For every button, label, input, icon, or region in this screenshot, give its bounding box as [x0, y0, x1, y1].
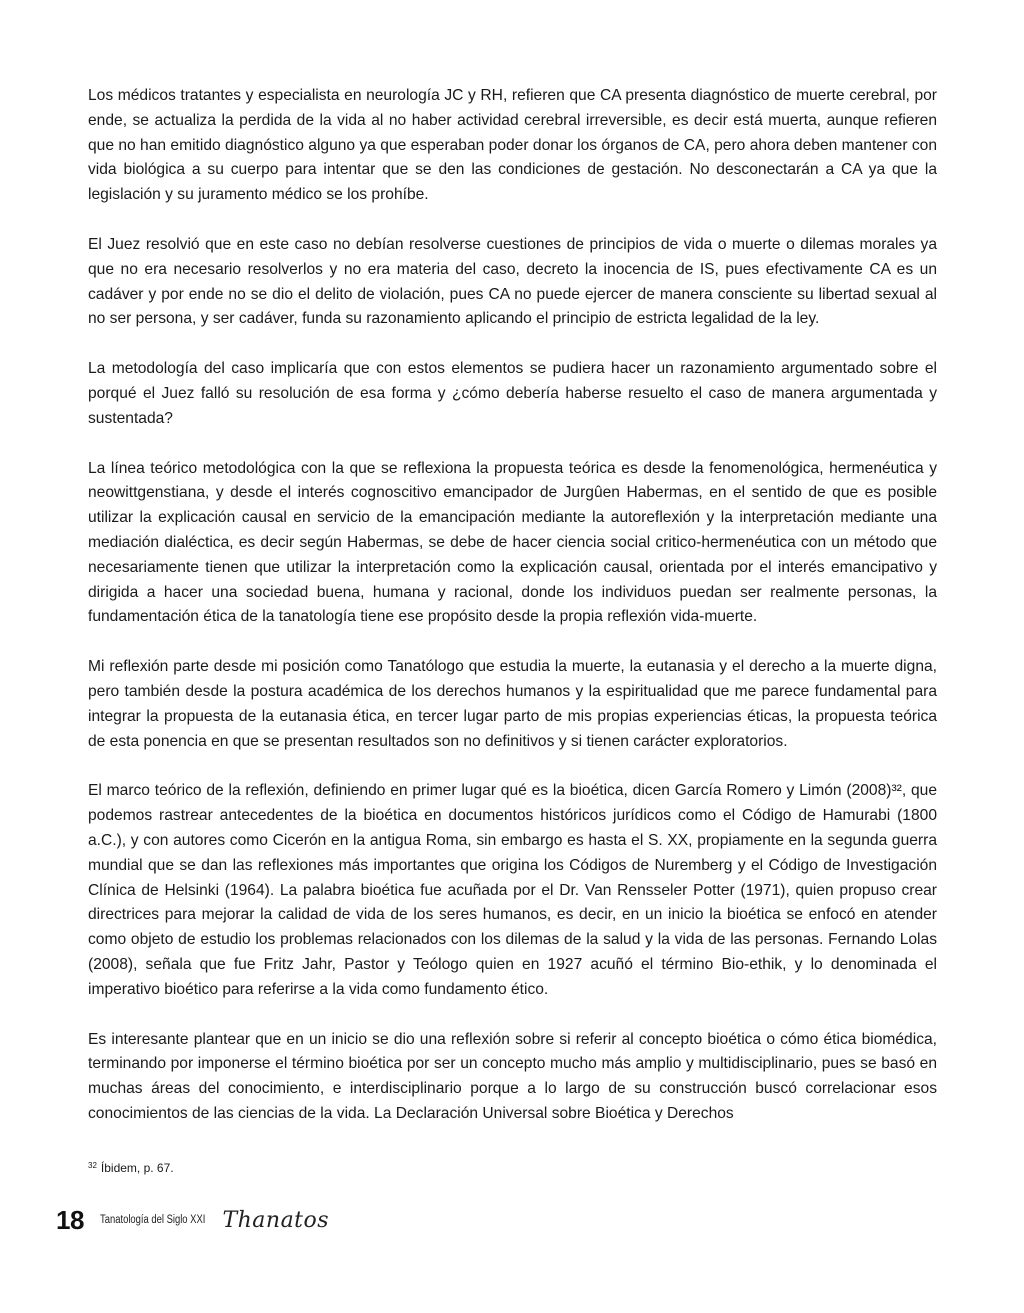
journal-name: Tanatología del Siglo XXI — [99, 1214, 206, 1226]
journal-logo: Thanatos — [222, 1207, 330, 1233]
body-text — [88, 84, 937, 1152]
footnote — [88, 1158, 174, 1176]
footnote-text: Íbidem, p. 67. — [100, 1161, 174, 1175]
footnote-marker: 32 — [88, 1161, 97, 1170]
paragraph: La metodología del caso implicaría que con estos elementos se pudiera hacer un razonamiento argumentado sobre el porqué el Juez falló su resolución de esa forma y ¿cómo debería haberse resuelto el caso de manera argumentada y sustentada? — [88, 360, 937, 427]
page-number: 18 — [56, 1204, 84, 1235]
page-footer — [56, 1200, 329, 1240]
paragraph: Los médicos tratantes y especialista en neurología JC y RH, refieren que CA presenta diagnóstico de muerte cerebral, por ende, se actualiza la perdida de la vida al no haber actividad cerebral irreversible, es decir está muerta, aunque refieren que no han emitido diagnóstico alguno ya que esperaban poder donar los órganos de CA, pero ahora deben mantener con vida biológica a su cuerpo para intentar que se den las condiciones de gestación. No desconectarán a CA ya que la legislación y su juramento médico se los prohíbe. — [88, 87, 937, 204]
paragraph: El Juez resolvió que en este caso no debían resolverse cuestiones de principios de vida o muerte o dilemas morales ya que no era necesario resolverlos y no era materia del caso, decreto la inocencia de IS, pues efectivamente CA es un cadáver y por ende no se dio el delito de violación, pues CA no puede ejercer de manera consciente su libertad sexual al no ser persona, y ser cadáver, funda su razonamiento aplicando el principio de estricta legalidad de la ley. — [88, 235, 937, 328]
paragraph: Es interesante plantear que en un inicio se dio una reflexión sobre si referir al concepto bioética o cómo ética biomédica, terminando por imponerse el término bioética por ser un concepto mucho más amplio y multidisciplinario, pues se basó en muchas áreas del conocimiento, e interdisciplinario porque a lo largo de su construcción buscó correlacionar esos conocimientos de las ciencias de la vida. La Declaración Universal sobre Bioética y Derechos — [88, 1030, 937, 1122]
paragraph: El marco teórico de la reflexión, definiendo en primer lugar qué es la bioética, dicen García Romero y Limón (2008)³², que podemos rastrear antecedentes de la bioética en documentos históricos jurídicos como el Código de Hamurabi (1800 a.C.), y con autores como Cicerón en la antigua Roma, sin embargo es hasta el S. XX, propiamente en la segunda guerra mundial que se dan las reflexiones más importantes que origina los Códigos de Nuremberg y el Código de Investigación Clínica de Helsinki (1964). La palabra bioética fue acuñada por el Dr. Van Rensseler Potter (1971), quien propuso crear directrices para mejorar la calidad de vida de los seres humanos, es decir, en un inicio la bioética se enfocó en atender como objeto de estudio los problemas relacionados con los dilemas de la salud y la vida de las personas. Fernando Lolas (2008), señala que fue Fritz Jahr, Pastor y Teólogo quien en 1927 acuñó el término Bio-ethik, y lo denominada el imperativo bioético para referirse a la vida como fundamento ético. — [88, 782, 937, 998]
paragraph: La línea teórico metodológica con la que se reflexiona la propuesta teórica es desde la fenomenológica, hermenéutica y neowittgenstiana, y desde el interés cognoscitivo emancipador de Jurgûen Habermas, en el sentido de que es posible utilizar la explicación causal en servicio de la emancipación mediante la autoreflexión y la interpretación mediante una mediación dialéctica, es decir según Habermas, se debe de hacer ciencia social critico-hermenéutica con un método que necesariamente tienen que utilizar la interpretación como la explicación causal, orientada por el interés emancipativo y dirigida a hacer una sociedad buena, humana y racional, donde los individuos puedan ser realmente personas, la fundamentación ética de la tanatología tiene ese propósito desde la propia reflexión vida-muerte. — [88, 459, 937, 626]
paragraph: Mi reflexión parte desde mi posición como Tanatólogo que estudia la muerte, la eutanasia y el derecho a la muerte digna, pero también desde la postura académica de los derechos humanos y la espiritualidad que me parece fundamental para integrar la propuesta de la eutanasia ética, en tercer lugar parto de mis propias experiencias éticas, la propuesta teórica de esta ponencia en que se presentan resultados son no definitivos y si tienen carácter exploratorios. — [88, 658, 937, 750]
